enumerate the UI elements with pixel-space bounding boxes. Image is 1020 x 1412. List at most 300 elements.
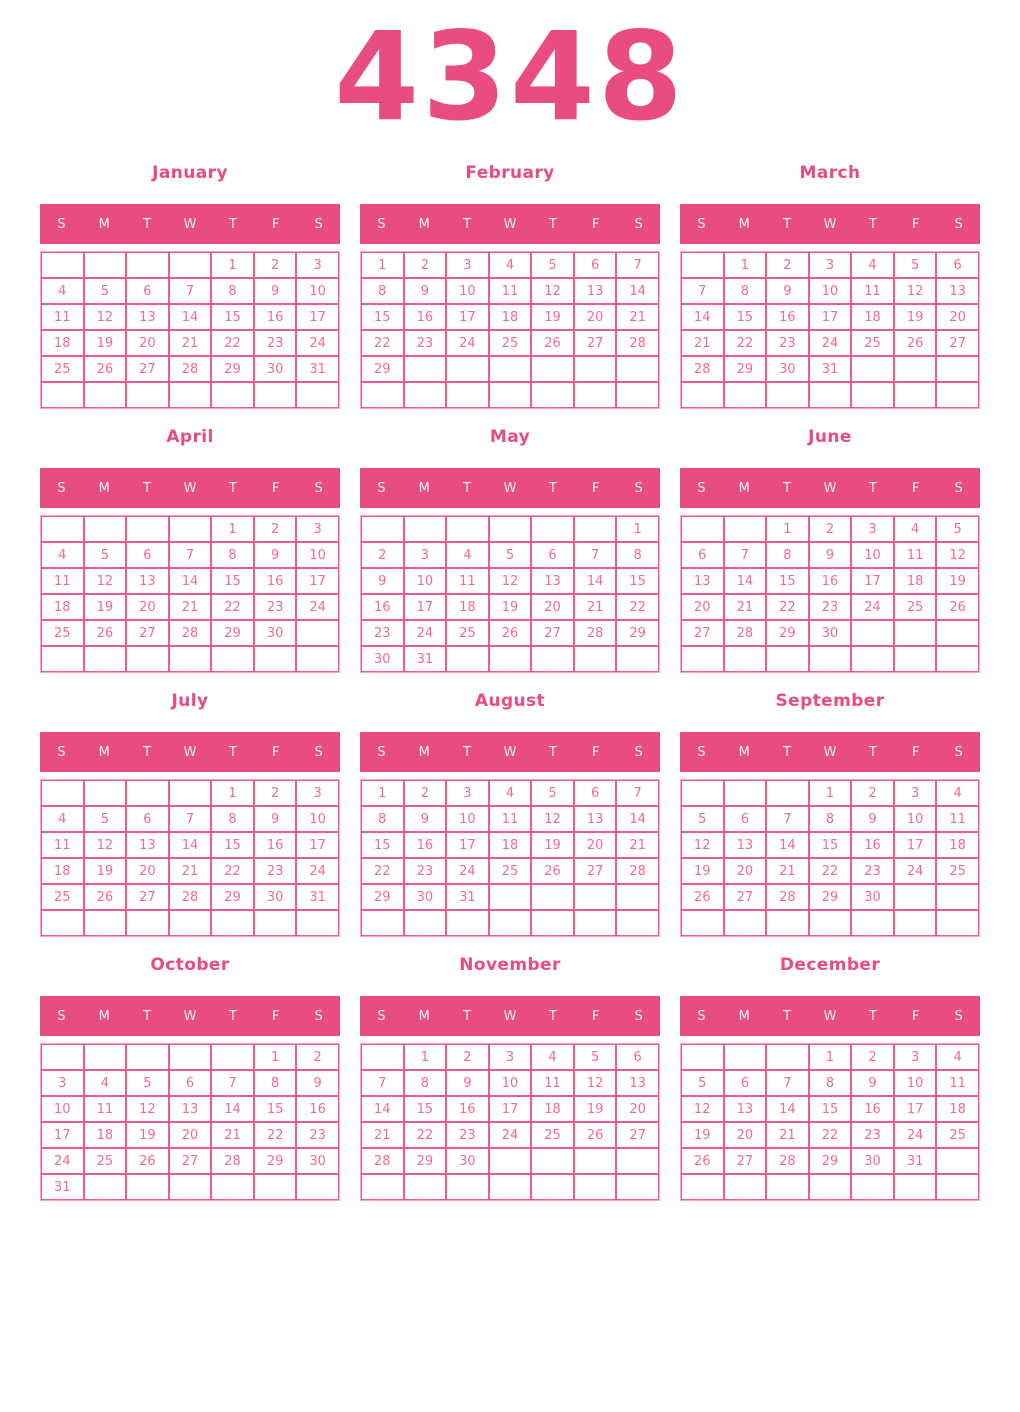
weekday-label: S — [314, 216, 323, 232]
day-cell: 11 — [41, 832, 84, 858]
day-cell: 7 — [616, 780, 659, 806]
weekday-label: S — [954, 480, 963, 496]
day-cell: 20 — [936, 304, 979, 330]
day-cell — [296, 1174, 339, 1200]
day-cell: 5 — [126, 1070, 169, 1096]
day-cell — [851, 1174, 894, 1200]
day-cell: 13 — [936, 278, 979, 304]
weekday-label: T — [143, 480, 152, 496]
weekday-label: F — [591, 480, 600, 496]
day-cell: 15 — [211, 832, 254, 858]
day-cell: 25 — [894, 594, 937, 620]
day-cell: 31 — [296, 356, 339, 382]
day-cell: 22 — [766, 594, 809, 620]
day-cell: 14 — [766, 832, 809, 858]
day-cell: 3 — [296, 780, 339, 806]
day-cell: 27 — [681, 620, 724, 646]
day-cell: 31 — [894, 1148, 937, 1174]
day-cell: 17 — [851, 568, 894, 594]
month-november — [360, 954, 660, 1201]
month-title: September — [775, 691, 885, 711]
day-cell: 16 — [296, 1096, 339, 1122]
day-cell: 27 — [724, 1148, 767, 1174]
day-cell: 3 — [404, 542, 447, 568]
day-cell: 4 — [851, 252, 894, 278]
day-cell: 8 — [211, 278, 254, 304]
day-cell — [616, 356, 659, 382]
day-cell — [169, 252, 212, 278]
day-cell — [404, 356, 447, 382]
day-cell: 12 — [126, 1096, 169, 1122]
day-cell — [41, 780, 84, 806]
day-cell: 14 — [361, 1096, 404, 1122]
day-cell — [296, 910, 339, 936]
week-row — [361, 1174, 659, 1200]
day-cell: 2 — [404, 780, 447, 806]
day-cell: 31 — [809, 356, 852, 382]
day-cell: 19 — [681, 858, 724, 884]
day-cell — [489, 1148, 532, 1174]
week-row — [361, 356, 659, 382]
day-cell: 16 — [851, 832, 894, 858]
day-cell: 25 — [489, 858, 532, 884]
day-cell: 19 — [531, 304, 574, 330]
day-cell — [41, 1044, 84, 1070]
month-grid — [360, 251, 660, 409]
day-cell: 28 — [211, 1148, 254, 1174]
day-cell: 4 — [531, 1044, 574, 1070]
day-cell: 22 — [211, 858, 254, 884]
day-cell: 26 — [84, 356, 127, 382]
weekday-label: M — [418, 1008, 430, 1024]
day-cell: 30 — [851, 1148, 894, 1174]
day-cell: 27 — [126, 620, 169, 646]
day-cell — [211, 910, 254, 936]
day-cell — [169, 1174, 212, 1200]
day-cell: 20 — [531, 594, 574, 620]
day-cell: 12 — [531, 278, 574, 304]
day-cell: 15 — [404, 1096, 447, 1122]
month-grid — [680, 251, 980, 409]
week-row — [361, 620, 659, 646]
weekday-label: T — [868, 744, 877, 760]
day-cell — [616, 884, 659, 910]
day-cell: 30 — [446, 1148, 489, 1174]
day-cell — [616, 646, 659, 672]
day-cell — [126, 1174, 169, 1200]
day-cell — [766, 646, 809, 672]
day-cell — [211, 646, 254, 672]
day-cell — [681, 1044, 724, 1070]
week-row — [361, 516, 659, 542]
day-cell — [254, 1174, 297, 1200]
day-cell — [489, 356, 532, 382]
day-cell: 5 — [84, 278, 127, 304]
week-row — [41, 858, 339, 884]
day-cell: 23 — [361, 620, 404, 646]
month-july — [40, 690, 340, 937]
day-cell: 7 — [574, 542, 617, 568]
day-cell — [894, 1174, 937, 1200]
day-cell: 3 — [446, 780, 489, 806]
weekday-label: T — [783, 480, 792, 496]
day-cell: 4 — [84, 1070, 127, 1096]
day-cell: 25 — [84, 1148, 127, 1174]
day-cell: 24 — [41, 1148, 84, 1174]
day-cell: 30 — [254, 356, 297, 382]
week-row — [361, 252, 659, 278]
week-row — [41, 356, 339, 382]
weekday-label: W — [183, 744, 197, 760]
day-cell: 12 — [574, 1070, 617, 1096]
day-cell: 20 — [574, 832, 617, 858]
day-cell — [766, 780, 809, 806]
week-row — [361, 1044, 659, 1070]
day-cell — [489, 516, 532, 542]
weekday-label: F — [911, 1008, 920, 1024]
day-cell: 2 — [361, 542, 404, 568]
day-cell: 26 — [574, 1122, 617, 1148]
day-cell — [126, 910, 169, 936]
weekday-label: T — [868, 216, 877, 232]
week-row — [41, 1174, 339, 1200]
weekday-label: S — [57, 480, 66, 496]
day-cell — [574, 516, 617, 542]
weekday-label: M — [738, 1008, 750, 1024]
day-cell: 20 — [574, 304, 617, 330]
day-cell: 22 — [809, 1122, 852, 1148]
day-cell: 5 — [936, 516, 979, 542]
day-cell: 21 — [169, 858, 212, 884]
week-row — [681, 1122, 979, 1148]
weekday-label: S — [377, 744, 386, 760]
day-cell — [894, 382, 937, 408]
day-cell — [574, 356, 617, 382]
day-cell: 4 — [41, 806, 84, 832]
day-cell: 12 — [936, 542, 979, 568]
weekday-label: W — [503, 744, 517, 760]
day-cell: 26 — [84, 620, 127, 646]
day-cell: 20 — [681, 594, 724, 620]
day-cell: 24 — [296, 594, 339, 620]
weekday-header-row — [680, 732, 980, 772]
day-cell: 24 — [404, 620, 447, 646]
weekday-label: W — [823, 216, 837, 232]
day-cell: 23 — [296, 1122, 339, 1148]
day-cell — [724, 1174, 767, 1200]
day-cell: 7 — [361, 1070, 404, 1096]
day-cell: 26 — [531, 858, 574, 884]
day-cell: 28 — [766, 1148, 809, 1174]
day-cell: 29 — [361, 356, 404, 382]
day-cell: 28 — [169, 620, 212, 646]
day-cell — [489, 382, 532, 408]
day-cell: 3 — [489, 1044, 532, 1070]
day-cell: 6 — [724, 1070, 767, 1096]
day-cell: 10 — [296, 542, 339, 568]
day-cell — [851, 620, 894, 646]
day-cell — [724, 516, 767, 542]
day-cell: 14 — [574, 568, 617, 594]
day-cell: 22 — [211, 330, 254, 356]
day-cell: 8 — [809, 806, 852, 832]
weekday-label: T — [783, 1008, 792, 1024]
day-cell: 20 — [616, 1096, 659, 1122]
day-cell — [84, 252, 127, 278]
day-cell — [531, 910, 574, 936]
weekday-header-row — [40, 204, 340, 244]
day-cell: 22 — [616, 594, 659, 620]
day-cell: 18 — [851, 304, 894, 330]
day-cell: 20 — [724, 1122, 767, 1148]
day-cell — [724, 382, 767, 408]
day-cell — [41, 910, 84, 936]
day-cell: 18 — [936, 832, 979, 858]
day-cell: 27 — [724, 884, 767, 910]
day-cell: 19 — [681, 1122, 724, 1148]
week-row — [681, 356, 979, 382]
day-cell — [361, 382, 404, 408]
day-cell: 21 — [616, 304, 659, 330]
day-cell: 23 — [809, 594, 852, 620]
day-cell: 28 — [681, 356, 724, 382]
week-row — [41, 832, 339, 858]
day-cell: 25 — [41, 356, 84, 382]
day-cell: 4 — [41, 542, 84, 568]
day-cell — [404, 910, 447, 936]
day-cell — [616, 1174, 659, 1200]
weekday-label: S — [377, 480, 386, 496]
day-cell: 5 — [681, 1070, 724, 1096]
day-cell — [724, 780, 767, 806]
day-cell — [84, 382, 127, 408]
day-cell: 8 — [724, 278, 767, 304]
day-cell: 8 — [766, 542, 809, 568]
weekday-label: S — [634, 216, 643, 232]
weekday-label: T — [463, 480, 472, 496]
day-cell: 27 — [574, 330, 617, 356]
day-cell: 18 — [489, 304, 532, 330]
week-row — [41, 780, 339, 806]
day-cell: 8 — [616, 542, 659, 568]
day-cell: 6 — [531, 542, 574, 568]
day-cell: 24 — [894, 858, 937, 884]
day-cell: 21 — [574, 594, 617, 620]
day-cell: 19 — [84, 858, 127, 884]
weekday-label: S — [314, 1008, 323, 1024]
day-cell: 10 — [296, 806, 339, 832]
day-cell: 11 — [84, 1096, 127, 1122]
day-cell: 6 — [126, 542, 169, 568]
day-cell: 23 — [404, 858, 447, 884]
day-cell — [446, 382, 489, 408]
weekday-label: F — [911, 480, 920, 496]
day-cell: 9 — [851, 1070, 894, 1096]
weekday-label: S — [697, 1008, 706, 1024]
weekday-label: S — [314, 744, 323, 760]
day-cell: 29 — [404, 1148, 447, 1174]
day-cell: 1 — [211, 780, 254, 806]
day-cell: 15 — [724, 304, 767, 330]
day-cell: 9 — [404, 806, 447, 832]
day-cell: 31 — [404, 646, 447, 672]
day-cell — [936, 1148, 979, 1174]
day-cell: 24 — [296, 330, 339, 356]
month-title: November — [459, 955, 561, 975]
day-cell: 2 — [254, 252, 297, 278]
day-cell: 7 — [766, 1070, 809, 1096]
day-cell: 25 — [936, 1122, 979, 1148]
month-title: July — [171, 691, 209, 711]
weekday-label: M — [98, 480, 110, 496]
week-row — [681, 780, 979, 806]
day-cell: 5 — [894, 252, 937, 278]
day-cell: 9 — [254, 278, 297, 304]
weekday-label: T — [783, 216, 792, 232]
weekday-label: F — [271, 1008, 280, 1024]
month-grid — [360, 515, 660, 673]
week-row — [361, 858, 659, 884]
day-cell — [851, 382, 894, 408]
day-cell — [936, 620, 979, 646]
day-cell: 6 — [169, 1070, 212, 1096]
day-cell: 2 — [851, 1044, 894, 1070]
day-cell: 5 — [489, 542, 532, 568]
day-cell: 14 — [766, 1096, 809, 1122]
day-cell: 3 — [894, 1044, 937, 1070]
day-cell: 23 — [851, 858, 894, 884]
day-cell: 10 — [296, 278, 339, 304]
day-cell: 14 — [211, 1096, 254, 1122]
day-cell — [851, 646, 894, 672]
weekday-label: S — [314, 480, 323, 496]
month-grid — [40, 779, 340, 937]
week-row — [681, 252, 979, 278]
month-grid — [40, 1043, 340, 1201]
day-cell — [681, 780, 724, 806]
day-cell — [574, 382, 617, 408]
day-cell: 20 — [126, 858, 169, 884]
weekday-header-row — [360, 996, 660, 1036]
week-row — [361, 542, 659, 568]
day-cell: 18 — [41, 858, 84, 884]
week-row — [361, 832, 659, 858]
day-cell: 1 — [211, 252, 254, 278]
day-cell: 12 — [84, 568, 127, 594]
day-cell: 25 — [446, 620, 489, 646]
day-cell: 10 — [41, 1096, 84, 1122]
day-cell — [361, 1174, 404, 1200]
month-march — [680, 162, 980, 409]
weekday-label: T — [548, 480, 557, 496]
day-cell — [446, 910, 489, 936]
day-cell: 13 — [574, 278, 617, 304]
week-row — [681, 516, 979, 542]
day-cell: 21 — [169, 594, 212, 620]
day-cell: 28 — [616, 330, 659, 356]
day-cell: 11 — [851, 278, 894, 304]
day-cell: 5 — [84, 542, 127, 568]
day-cell: 27 — [126, 884, 169, 910]
month-title: August — [474, 691, 546, 711]
day-cell: 11 — [489, 806, 532, 832]
day-cell: 24 — [446, 858, 489, 884]
day-cell: 9 — [851, 806, 894, 832]
day-cell: 29 — [809, 1148, 852, 1174]
day-cell: 29 — [211, 620, 254, 646]
day-cell — [894, 620, 937, 646]
day-cell: 17 — [296, 832, 339, 858]
day-cell — [681, 646, 724, 672]
week-row — [681, 542, 979, 568]
week-row — [41, 620, 339, 646]
day-cell: 14 — [616, 278, 659, 304]
week-row — [361, 1096, 659, 1122]
day-cell: 3 — [296, 252, 339, 278]
day-cell: 10 — [809, 278, 852, 304]
day-cell: 9 — [404, 278, 447, 304]
day-cell — [169, 382, 212, 408]
weekday-label: T — [548, 1008, 557, 1024]
month-grid — [40, 251, 340, 409]
day-cell: 11 — [531, 1070, 574, 1096]
day-cell — [126, 516, 169, 542]
day-cell — [446, 646, 489, 672]
day-cell: 21 — [724, 594, 767, 620]
weekday-label: S — [57, 216, 66, 232]
weekday-label: M — [738, 744, 750, 760]
week-row — [681, 278, 979, 304]
day-cell: 2 — [809, 516, 852, 542]
day-cell: 2 — [851, 780, 894, 806]
day-cell: 6 — [126, 278, 169, 304]
week-row — [361, 594, 659, 620]
week-row — [41, 252, 339, 278]
weekday-label: T — [868, 1008, 877, 1024]
day-cell: 30 — [254, 620, 297, 646]
day-cell: 22 — [404, 1122, 447, 1148]
day-cell: 19 — [489, 594, 532, 620]
day-cell — [211, 382, 254, 408]
day-cell — [446, 1174, 489, 1200]
day-cell — [254, 646, 297, 672]
day-cell: 1 — [724, 252, 767, 278]
weekday-label: W — [183, 216, 197, 232]
week-row — [681, 858, 979, 884]
day-cell: 29 — [809, 884, 852, 910]
day-cell — [766, 1044, 809, 1070]
day-cell: 28 — [361, 1148, 404, 1174]
day-cell: 8 — [809, 1070, 852, 1096]
weekday-label: S — [634, 480, 643, 496]
weekday-label: M — [418, 744, 430, 760]
day-cell: 6 — [616, 1044, 659, 1070]
day-cell: 1 — [211, 516, 254, 542]
day-cell: 29 — [766, 620, 809, 646]
week-row — [681, 1044, 979, 1070]
day-cell: 17 — [404, 594, 447, 620]
day-cell: 10 — [851, 542, 894, 568]
weekday-label: S — [954, 1008, 963, 1024]
weekday-label: T — [143, 744, 152, 760]
day-cell — [84, 910, 127, 936]
day-cell: 21 — [169, 330, 212, 356]
day-cell: 19 — [894, 304, 937, 330]
month-grid — [360, 779, 660, 937]
day-cell — [681, 1174, 724, 1200]
day-cell: 12 — [84, 304, 127, 330]
month-september — [680, 690, 980, 937]
